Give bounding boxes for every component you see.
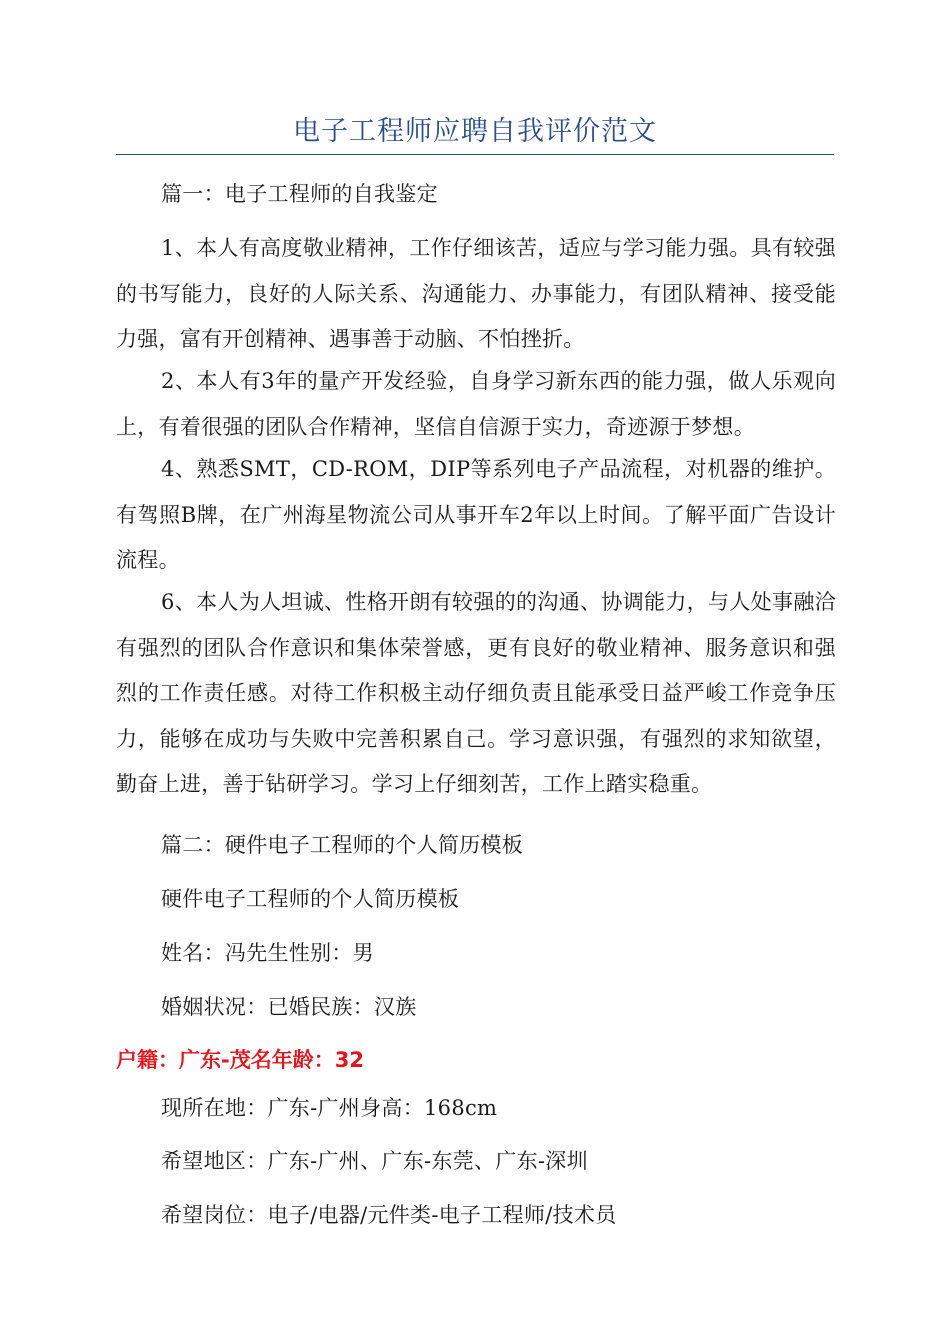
resume-template-title: 硬件电子工程师的个人简历模板 (161, 887, 460, 911)
document-title: 电子工程师应聘自我评价范文 (293, 116, 657, 147)
paragraph-item-4: 4、熟悉SMT，CD-ROM，DIP等系列电子产品流程，对机器的维护。有驾照B牌，在广州海星物流公司从事开车2年以上时间。了解平面广告设计流程。 (116, 457, 836, 572)
paragraph-item-6: 6、本人为人坦诚、性格开朗有较强的的沟通、协调能力，与人处事融洽有强烈的团队合作意识和集体荣誉感，更有良好的敬业精神、服务意识和强烈的工作责任感。对待工作积极主动仔细负责且能承受日益严峻工作竞争压力，能够在成功与失败中完善积累自己。学习意识强，有强烈的求知欲望，勤奋上进，善于钻研学习。学习上仔细刻苦，工作上踏实稳重。 (116, 590, 836, 796)
resume-desired-position: 希望岗位：电子/电器/元件类-电子工程师/技术员 (161, 1203, 617, 1227)
section-heading-1: 篇一：电子工程师的自我鉴定 (161, 182, 438, 206)
resume-marital-ethnicity: 婚姻状况：已婚民族：汉族 (161, 995, 417, 1019)
paragraph-item-2: 2、本人有3年的量产开发经验，自身学习新东西的能力强，做人乐观向上，有着很强的团队合作精神，坚信自信源于实力，奇迹源于梦想。 (116, 369, 836, 439)
resume-name-gender: 姓名：冯先生性别：男 (161, 941, 374, 965)
title-underline (116, 154, 834, 155)
resume-location-height: 现所在地：广东-广州身高：168cm (161, 1096, 498, 1120)
resume-hukou-age: 户籍：广东-茂名年龄：32 (116, 1048, 364, 1072)
paragraph-item-1: 1、本人有高度敬业精神，工作仔细该苦，适应与学习能力强。具有较强的书写能力，良好的人际关系、沟通能力、办事能力，有团队精神、接受能力强，富有开创精神、遇事善于动脑、不怕挫折。 (116, 236, 836, 351)
resume-desired-region: 希望地区：广东-广州、广东-东莞、广东-深圳 (161, 1149, 588, 1173)
section-heading-2: 篇二：硬件电子工程师的个人简历模板 (161, 833, 524, 857)
